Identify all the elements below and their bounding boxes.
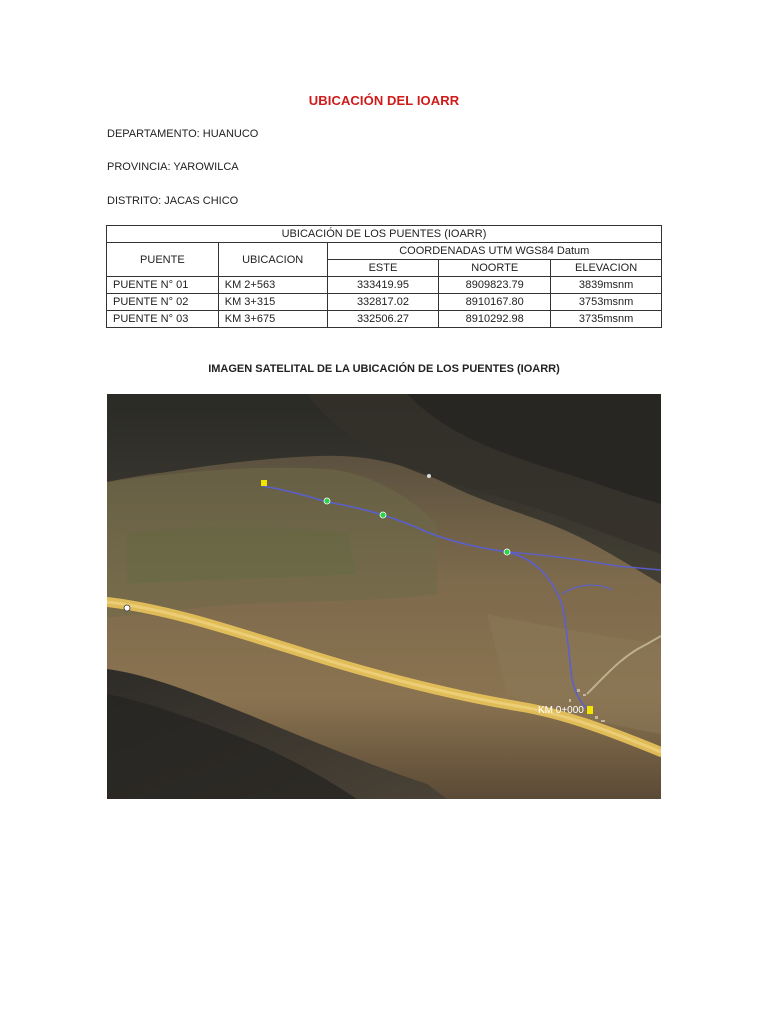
km-start-label: KM 0+000 xyxy=(538,705,584,716)
table-row xyxy=(107,311,662,328)
cell-ubicacion: KM 3+315 xyxy=(218,294,327,311)
cell-puente: PUENTE N° 01 xyxy=(107,277,219,294)
cell-ubicacion: KM 3+675 xyxy=(218,311,327,328)
table-caption: UBICACIÓN DE LOS PUENTES (IOARR) xyxy=(107,226,662,243)
cell-elevacion: 3753msnm xyxy=(551,294,662,311)
header-puente: PUENTE xyxy=(107,243,219,277)
document-title: UBICACIÓN DEL IOARR xyxy=(308,93,460,108)
cell-puente: PUENTE N° 02 xyxy=(107,294,219,311)
cell-este: 332506.27 xyxy=(327,311,439,328)
header-ubicacion: UBICACION xyxy=(218,243,327,277)
cell-este: 333419.95 xyxy=(327,277,439,294)
cell-norte: 8909823.79 xyxy=(439,277,551,294)
departamento-field: DEPARTAMENTO: HUANUCO xyxy=(107,128,259,140)
table-row xyxy=(107,277,662,294)
table-row xyxy=(107,294,662,311)
header-coordinates: COORDENADAS UTM WGS84 Datum xyxy=(327,243,661,260)
provincia-field: PROVINCIA: YAROWILCA xyxy=(107,161,239,173)
header-norte: NOORTE xyxy=(439,260,551,277)
satellite-heading: IMAGEN SATELITAL DE LA UBICACIÓN DE LOS PUENTES (IOARR) xyxy=(208,363,560,375)
header-elevacion: ELEVACION xyxy=(551,260,662,277)
cell-este: 332817.02 xyxy=(327,294,439,311)
cell-ubicacion: KM 2+563 xyxy=(218,277,327,294)
cell-puente: PUENTE N° 03 xyxy=(107,311,219,328)
cell-norte: 8910167.80 xyxy=(439,294,551,311)
bridges-table xyxy=(106,225,662,328)
cell-elevacion: 3839msnm xyxy=(551,277,662,294)
cell-elevacion: 3735msnm xyxy=(551,311,662,328)
satellite-image xyxy=(107,394,661,799)
distrito-field: DISTRITO: JACAS CHICO xyxy=(107,195,239,207)
cell-norte: 8910292.98 xyxy=(439,311,551,328)
header-este: ESTE xyxy=(327,260,439,277)
